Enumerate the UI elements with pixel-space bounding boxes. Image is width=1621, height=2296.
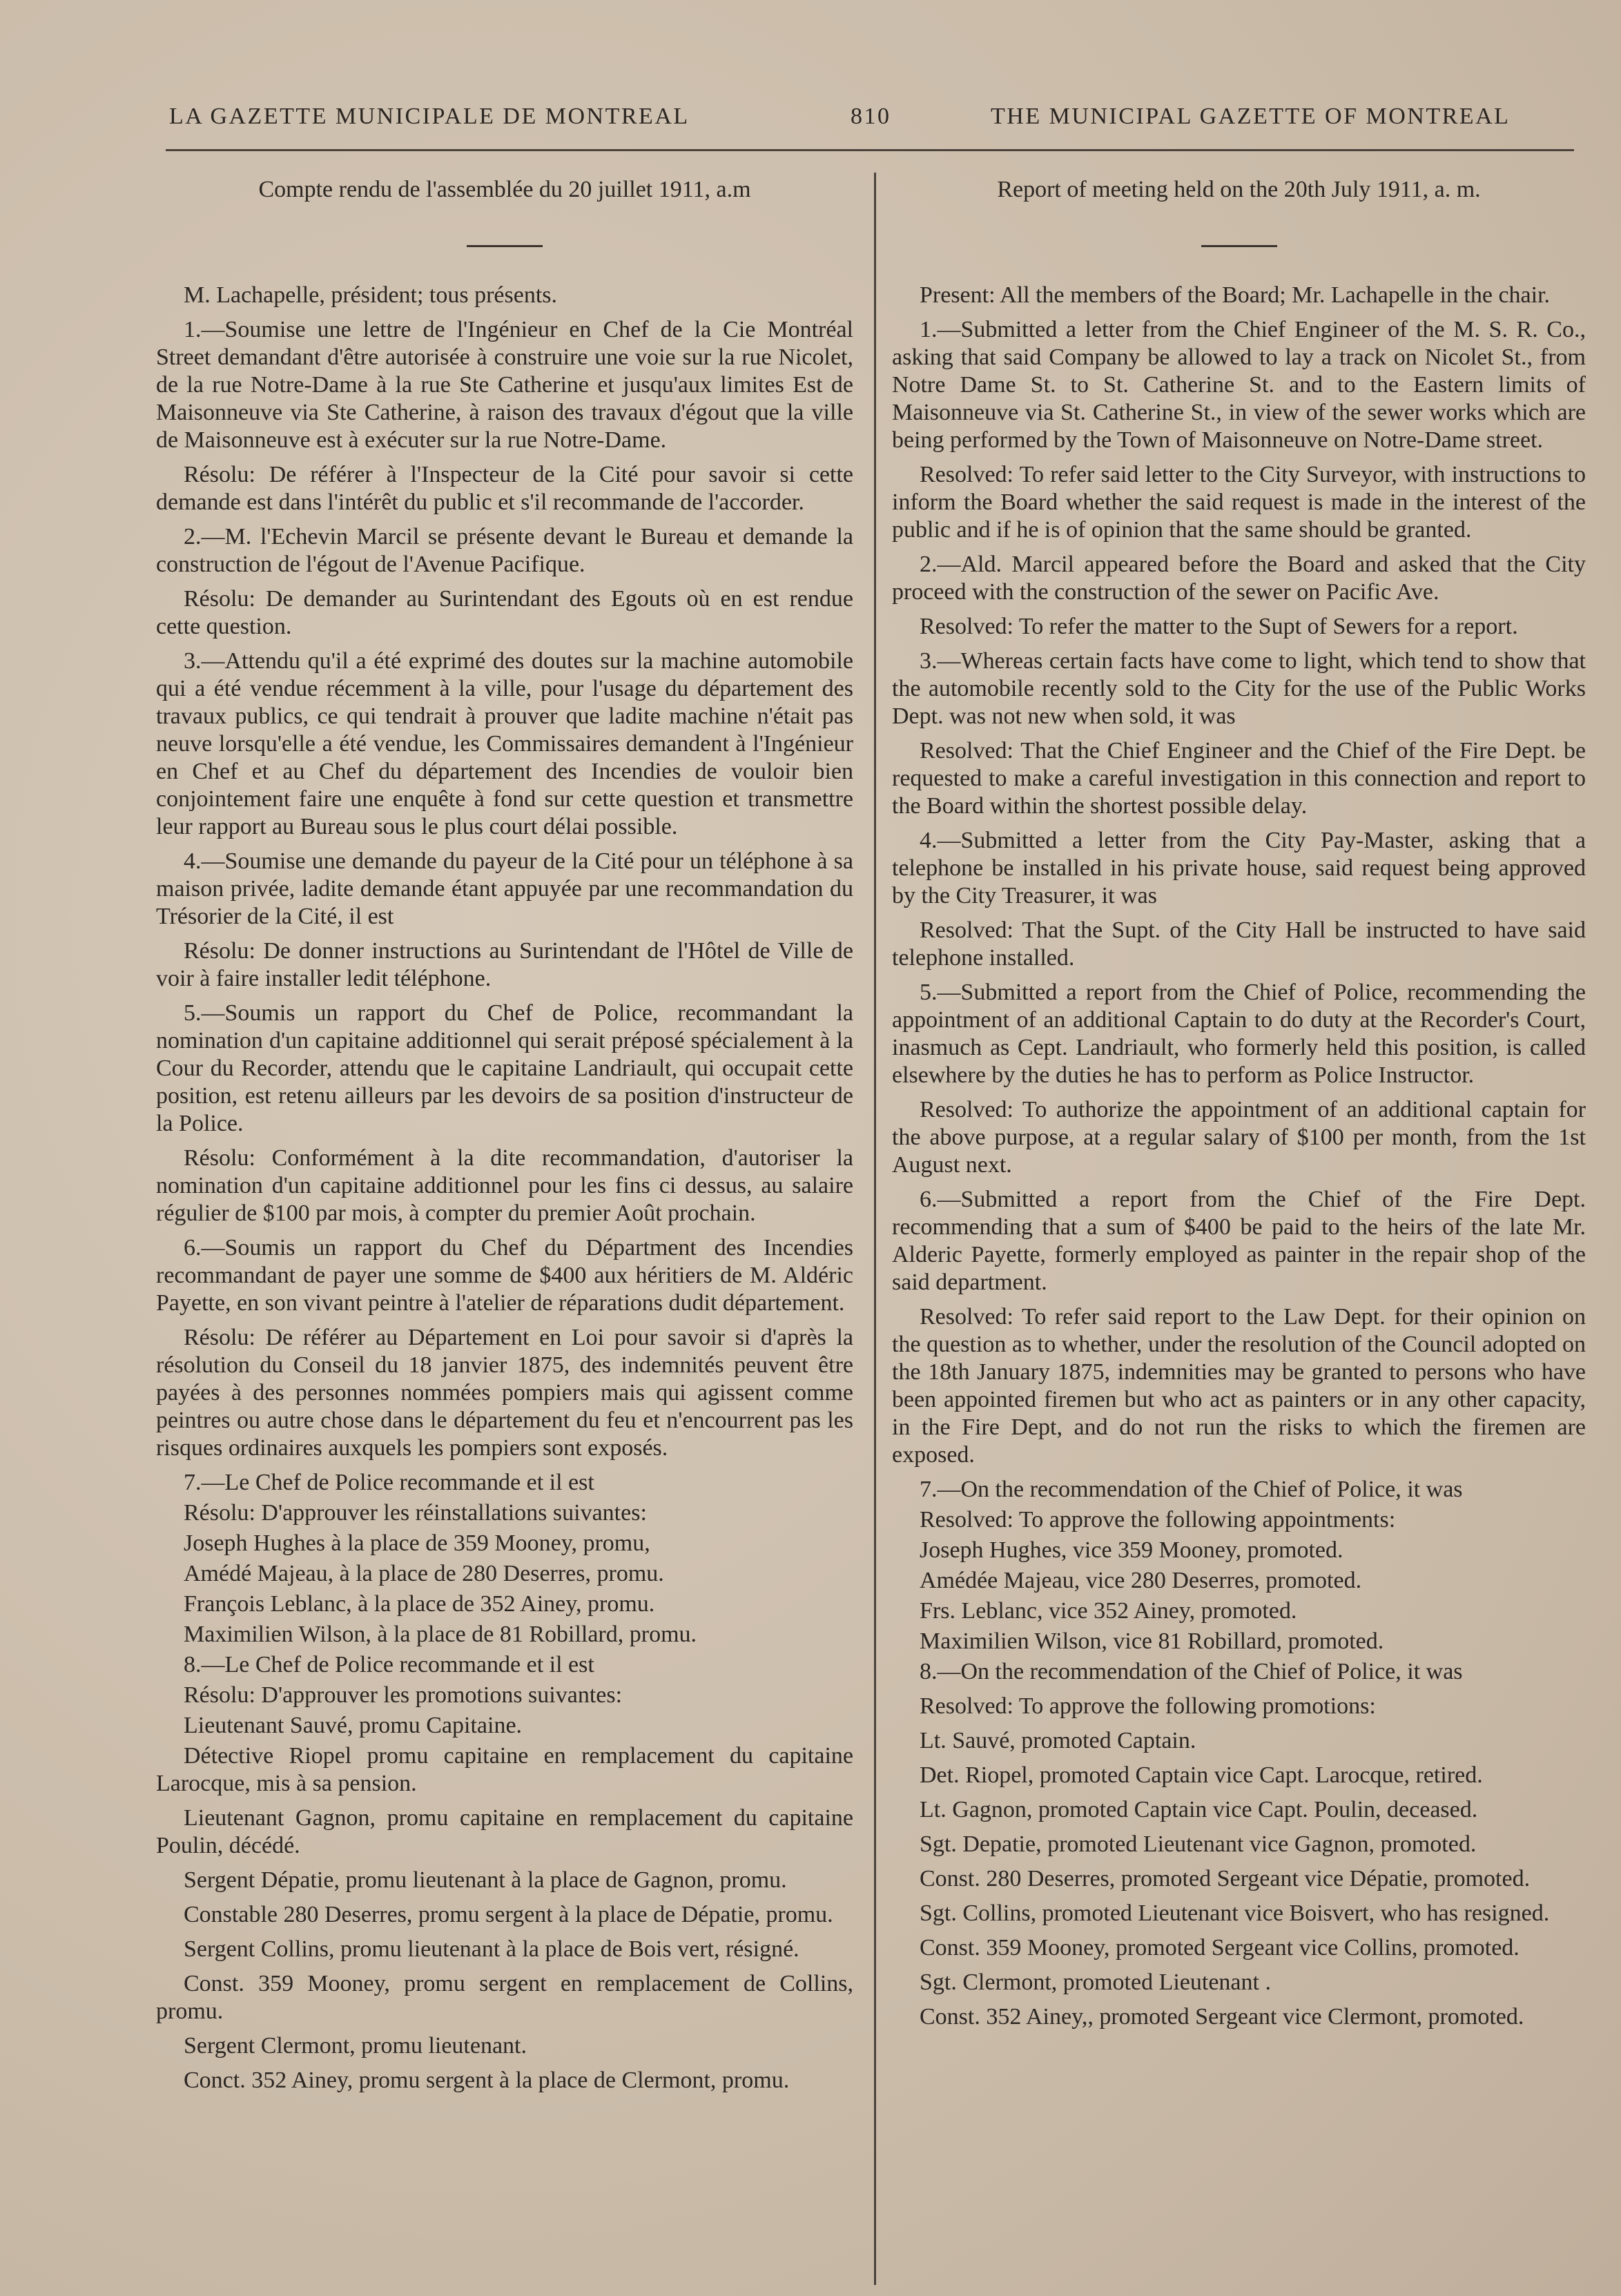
paragraph: Const. 359 Mooney, promu sergent en remplacement de Collins, promu.	[156, 1971, 853, 2024]
paragraph: 3.—Whereas certain facts have come to light, which tend to show that the automobile recently sold to the City for the use of the Public Works Dept. was not new when sold, it was	[892, 648, 1586, 729]
paragraph: 6.—Submitted a report from the Chief of the Fire Dept. recommending that a sum of $400 be paid to the heirs of the late Mr. Alderic Payette, formerly employed as painter in the repair shop of the said department.	[892, 1187, 1586, 1295]
french-promotions	[156, 1742, 853, 2094]
english-promotions	[892, 1658, 1586, 2031]
paragraph: Sergent Collins, promu lieutenant à la place de Bois vert, résigné.	[184, 1936, 799, 1962]
paragraph: Present: All the members of the Board; Mr. Lachapelle in the chair.	[920, 282, 1551, 308]
paragraph: Résolu: De référer au Département en Loi pour savoir si d'après la résolution du Conseil du 18 janvier 1875, des indemnités peuvent être payées à des personnes nommées pompiers mais qui agissent comme peintres ou autre chose dans le département du feu et n'encourrent pas les risques ordinaires auxquels les pompiers sont exposés.	[156, 1325, 853, 1461]
list-item: 8.—Le Chef de Police recommande et il est	[184, 1652, 594, 1677]
paragraph: Resolved: To refer said report to the Law Dept. for their opinion on the question as to whether, under the resolution of the Council adopted on the 18th January 1875, indemnities may be granted to persons who have been appointed firemen but who act as painters or in any other capacity, in the Fire Dept, and do not run the risks to which the firemen are exposed.	[892, 1304, 1586, 1468]
page-number: 810	[851, 104, 891, 129]
header-english-title: THE MUNICIPAL GAZETTE OF MONTREAL	[991, 104, 1511, 129]
list-item: Frs. Leblanc, vice 352 Ainey, promoted.	[920, 1598, 1297, 1624]
paragraph: Const. 359 Mooney, promoted Sergeant vice Collins, promoted.	[920, 1935, 1520, 1961]
french-column	[156, 176, 853, 2101]
paragraph: Lt. Sauvé, promoted Captain.	[920, 1728, 1196, 1753]
paragraph: Résolu: De référer à l'Inspecteur de la Cité pour savoir si cette demande est dans l'intérêt du public et s'il recommande de l'accorder.	[156, 462, 853, 515]
paragraph: M. Lachapelle, président; tous présents.	[184, 282, 558, 308]
paragraph: Const. 352 Ainey,, promoted Sergeant vice Clermont, promoted.	[920, 2004, 1524, 2030]
paragraph: 8.—On the recommendation of the Chief of Police, it was	[920, 1659, 1463, 1684]
paragraph: Sergent Dépatie, promu lieutenant à la place de Gagnon, promu.	[184, 1867, 787, 1893]
page-header	[0, 104, 1621, 145]
paragraph: Sgt. Collins, promoted Lieutenant vice Boisvert, who has resigned.	[920, 1900, 1550, 1926]
list-item: 7.—Le Chef de Police recommande et il est	[184, 1470, 594, 1495]
paragraph: 6.—Soumis un rapport du Chef du Départment des Incendies recommandant de payer une somme de $400 aux héritiers de M. Aldéric Payette, en son vivant peintre à l'atelier de réparations dudit département.	[156, 1235, 853, 1316]
paragraph: Lieutenant Gagnon, promu capitaine en remplacement du capitaine Poulin, décédé.	[156, 1805, 853, 1858]
title-dash	[1201, 245, 1277, 247]
paragraph: 1.—Soumise une lettre de l'Ingénieur en Chef de la Cie Montréal Street demandant d'être autorisée à construire une voie sur la rue Nicolet, de la rue Notre-Dame à la rue Ste Catherine et jusqu'aux limites Est de Maisonneuve via Ste Catherine, à raison des travaux d'égout que la ville de Maisonneuve est à exécuter sur la rue Notre-Dame.	[156, 317, 853, 453]
paragraph: Conct. 352 Ainey, promu sergent à la place de Clermont, promu.	[184, 2068, 790, 2093]
english-title: Report of meeting held on the 20th July 1911, a. m.	[997, 177, 1481, 202]
paragraph: 5.—Submitted a report from the Chief of Police, recommending the appointment of an additional Captain to do duty at the Recorder's Court, inasmuch as Cept. Landriault, who formerly held this position, is called elsewhere by the duties he has to perform as Police Instructor.	[892, 980, 1586, 1088]
list-item: Maximilien Wilson, à la place de 81 Robillard, promu.	[184, 1622, 697, 1647]
list-item: Maximilien Wilson, vice 81 Robillard, promoted.	[920, 1628, 1384, 1654]
paragraph: 2.—Ald. Marcil appeared before the Board and asked that the City proceed with the construction of the sewer on Pacific Ave.	[892, 552, 1586, 605]
paragraph: Détective Riopel promu capitaine en remplacement du capitaine Larocque, mis à sa pension.	[156, 1743, 853, 1796]
list-item: 7.—On the recommendation of the Chief of Police, it was	[920, 1477, 1463, 1502]
english-list	[892, 1476, 1586, 1655]
paragraph: Resolved: To authorize the appointment of an additional captain for the above purpose, at a regular salary of $100 per month, from the 1st August next.	[892, 1097, 1586, 1178]
paragraph: Resolved: To refer the matter to the Supt of Sewers for a report.	[920, 614, 1518, 639]
title-dash	[467, 245, 543, 247]
paragraph: 3.—Attendu qu'il a été exprimé des doutes sur la machine automobile qui a été vendue récemment à la ville, pour l'usage du département des travaux publics, ce qui tendrait à prouver que ladite machine n'était pas neuve lorsqu'elle a été vendue, les Commissaires demandent à l'Ingénieur en Chef et au Chef du département des Incendies de vouloir bien conjointement faire une enquête à fond sur cette question et transmettre leur rapport au Bureau sous le plus court délai possible.	[156, 648, 853, 839]
paragraph: Resolved: To approve the following promotions:	[920, 1693, 1376, 1719]
paragraph: Résolu: De donner instructions au Surintendant de l'Hôtel de Ville de voir à faire installer ledit téléphone.	[156, 938, 853, 991]
column-divider	[874, 173, 876, 2285]
paragraph: Constable 280 Deserres, promu sergent à la place de Dépatie, promu.	[184, 1902, 833, 1927]
list-item: Amédé Majeau, à la place de 280 Deserres, promu.	[184, 1561, 664, 1586]
list-item: Amédée Majeau, vice 280 Deserres, promoted.	[920, 1568, 1362, 1593]
paragraph: Sgt. Depatie, promoted Lieutenant vice Gagnon, promoted.	[920, 1831, 1477, 1857]
paragraph: 5.—Soumis un rapport du Chef de Police, recommandant la nomination d'un capitaine additionnel qui serait préposé spécialement à la Cour du Recorder, attendu que le capitaine Landriault, qui occupait cette position, est retenu ailleurs par les devoirs de sa position d'instructeur de la Police.	[156, 1000, 853, 1136]
list-item: Lieutenant Sauvé, promu Capitaine.	[184, 1713, 523, 1738]
paragraph: 4.—Submitted a letter from the City Pay-Master, asking that a telephone be installed in his private house, said request being approved by the City Treasurer, it was	[892, 828, 1586, 908]
list-item: Résolu: D'approuver les réinstallations suivantes:	[184, 1500, 647, 1526]
list-item: Joseph Hughes à la place de 359 Mooney, promu,	[184, 1530, 650, 1556]
paragraph: Resolved: That the Chief Engineer and the Chief of the Fire Dept. be requested to make a careful investigation in this connection and report to the Board within the shortest possible delay.	[892, 738, 1586, 819]
paragraph: Lt. Gagnon, promoted Captain vice Capt. Poulin, deceased.	[920, 1797, 1478, 1822]
paragraph: Resolved: To refer said letter to the City Surveyor, with instructions to inform the Board whether the said request is made in the interest of the public and if he is of opinion that the same should be granted.	[892, 462, 1586, 543]
paragraph: Résolu: De demander au Surintendant des Egouts où en est rendue cette question.	[156, 586, 853, 639]
french-paragraphs	[156, 282, 853, 1462]
paragraph: 1.—Submitted a letter from the Chief Engineer of the M. S. R. Co., asking that said Company be allowed to lay a track on Nicolet St., from Notre Dame St. to St. Catherine St. and to the Eastern limits of Maisonneuve via St. Catherine St., in view of the sewer works which are being performed by the Town of Maisonneuve on Notre-Dame street.	[892, 317, 1586, 453]
english-paragraphs	[892, 282, 1586, 1469]
paragraph: Resolved: That the Supt. of the City Hall be instructed to have said telephone installed.	[892, 917, 1586, 971]
list-item: Resolved: To approve the following appointments:	[920, 1507, 1396, 1533]
paragraph: Const. 280 Deserres, promoted Sergeant vice Dépatie, promoted.	[920, 1866, 1531, 1891]
paragraph: 4.—Soumise une demande du payeur de la Cité pour un téléphone à sa maison privée, ladite demande étant appuyée par une recommandation du Trésorier de la Cité, il est	[156, 848, 853, 929]
list-item: François Leblanc, à la place de 352 Ainey, promu.	[184, 1591, 655, 1617]
list-item: Résolu: D'approuver les promotions suivantes:	[184, 1682, 623, 1708]
french-title: Compte rendu de l'assemblée du 20 juillet 1911, a.m	[258, 177, 751, 202]
paragraph: Résolu: Conformément à la dite recommandation, d'autoriser la nomination d'un capitaine additionnel pour les fins ci dessus, au salaire régulier de $100 par mois, à compter du premier Août prochain.	[156, 1145, 853, 1226]
paragraph: Det. Riopel, promoted Captain vice Capt. Larocque, retired.	[920, 1762, 1483, 1788]
english-column	[892, 176, 1586, 2038]
header-french-title: LA GAZETTE MUNICIPALE DE MONTREAL	[169, 104, 690, 129]
paragraph: 2.—M. l'Echevin Marcil se présente devant le Bureau et demande la construction de l'égout de l'Avenue Pacifique.	[156, 524, 853, 577]
french-list	[156, 1469, 853, 1740]
header-rule	[166, 149, 1574, 151]
list-item: Joseph Hughes, vice 359 Mooney, promoted.	[920, 1537, 1343, 1563]
paragraph: Sgt. Clermont, promoted Lieutenant .	[920, 1969, 1271, 1995]
paragraph: Sergent Clermont, promu lieutenant.	[184, 2033, 527, 2059]
